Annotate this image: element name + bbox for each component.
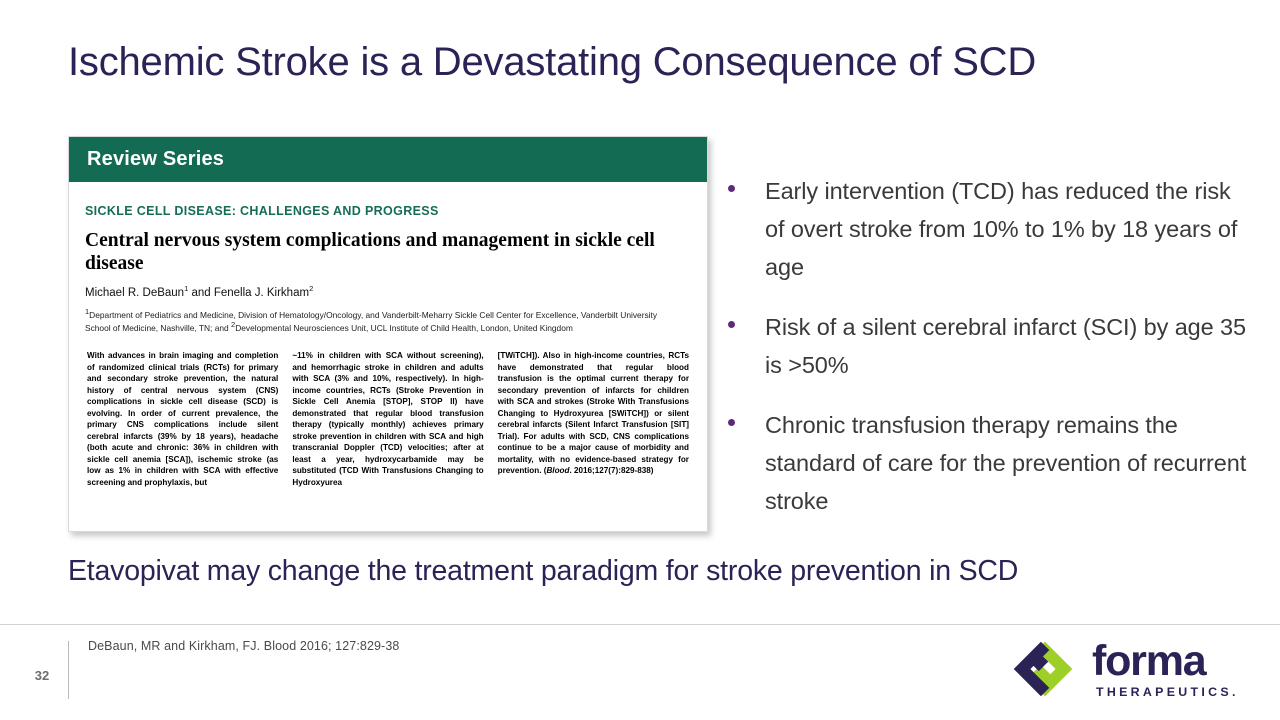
journal-article-card [68, 136, 708, 532]
list-item [728, 308, 1248, 384]
abstract-citation-locator: . 2016;127(7):829-838) [569, 466, 654, 476]
logo-tagline: THERAPEUTICS. [1096, 685, 1239, 699]
journal-section-kicker: SICKLE CELL DISEASE: CHALLENGES AND PROGRESS [85, 204, 439, 218]
journal-body [69, 182, 707, 489]
bullet-text-2: Risk of a silent cerebral infarct (SCI) by age 35 is >50% [765, 314, 1246, 378]
summary-statement: Etavopivat may change the treatment paradigm for stroke prevention in SCD [68, 555, 1019, 587]
logo-wordmark: forma [1092, 637, 1206, 685]
list-item [728, 172, 1248, 286]
bullet-text-1: Early intervention (TCD) has reduced the risk of overt stroke from 10% to 1% by 18 years of age [765, 178, 1238, 280]
company-logo [1006, 630, 1239, 706]
abstract-column-3-text: [TWiTCH]). Also in high-income countries, RCTs have demonstrated that regular blood transfusion is the optimal current therapy for secondary prevention of infarcts for children with SCA and strokes (Stroke With Transfusions Changing to Hydroxyurea [SWiTCH]) or silent cerebral infarcts (Silent Infarct Transfusion [SIT] Trial). For adults with SCD, CNS complications continue to be a major cause of morbidity and mortality, with no evidence-based strategy for prevention. [497, 351, 689, 476]
abstract-column-2: ~11% in children with SCA without screening), and hemorrhagic stroke in children and adults with SCA (3% and 10%, respectively). In high-income countries, RCTs (Stroke Prevention in Sickle Cell Anemia [STOP], STOP II) have demonstrated that regular blood transfusion therapy (typically monthly) achieves primary stroke prevention in children with SCA and high transcranial Doppler (TCD) velocities; after at least a year, hydroxycarbamide may be substituted (TCD With Transfusions Changing to Hydroxyurea [292, 351, 484, 488]
list-item [728, 406, 1248, 520]
forma-logo-mark-icon [1006, 632, 1080, 706]
page-title: Ischemic Stroke is a Devastating Consequence of SCD [68, 40, 1037, 84]
journal-banner-label: Review Series [87, 148, 225, 170]
bullet-dot-icon [728, 419, 735, 426]
page-number: 32 [34, 668, 50, 683]
bullet-dot-icon [728, 321, 735, 328]
bullet-dot-icon [728, 185, 735, 192]
footer-vertical-divider [68, 641, 69, 699]
journal-abstract [85, 350, 691, 489]
abstract-citation-journal: Blood [546, 466, 570, 476]
footer-divider-rule [0, 624, 1280, 625]
journal-banner [69, 137, 707, 182]
journal-affiliations: $^1$Department of Pediatrics and Medicine, Division of Hematology/Oncology, and Vanderbilt-Meharry Sickle Cell Center for Excellence, Vanderbilt University School of Medicine, Nashville, TN; and $^2$Developmental Neurosciences Unit, UCL Institute of Child Health, London, United Kingdom [85, 307, 658, 333]
bullet-text-3: Chronic transfusion therapy remains the standard of care for the prevention of recurrent stroke [765, 412, 1247, 514]
abstract-citation: (Blood. 2016;127(7):829-838) [543, 466, 654, 476]
source-citation: DeBaun, MR and Kirkham, FJ. Blood 2016; 127:829-38 [88, 639, 400, 653]
abstract-column-1: With advances in brain imaging and completion of randomized clinical trials (RCTs) for primary and secondary stroke prevention, the natural history of central nervous system (CNS) complications in sickle cell disease (SCD) is evolving. In order of current prevalence, the primary CNS complications include silent cerebral infarcts (39% by 18 years), headache (both acute and chronic: 36% in children with sickle cell anemia [SCA]), ischemic stroke (as low as 1% in children with SCA with effective screening and prophylaxis, but [87, 351, 279, 488]
journal-authors: Michael R. DeBaun$^1$ and Fenella J. Kirkham$^2$ [85, 284, 314, 299]
abstract-column-3 [498, 350, 689, 489]
bullet-list [728, 172, 1248, 542]
journal-article-title: Central nervous system complications and management in sickle cell disease [85, 230, 655, 274]
